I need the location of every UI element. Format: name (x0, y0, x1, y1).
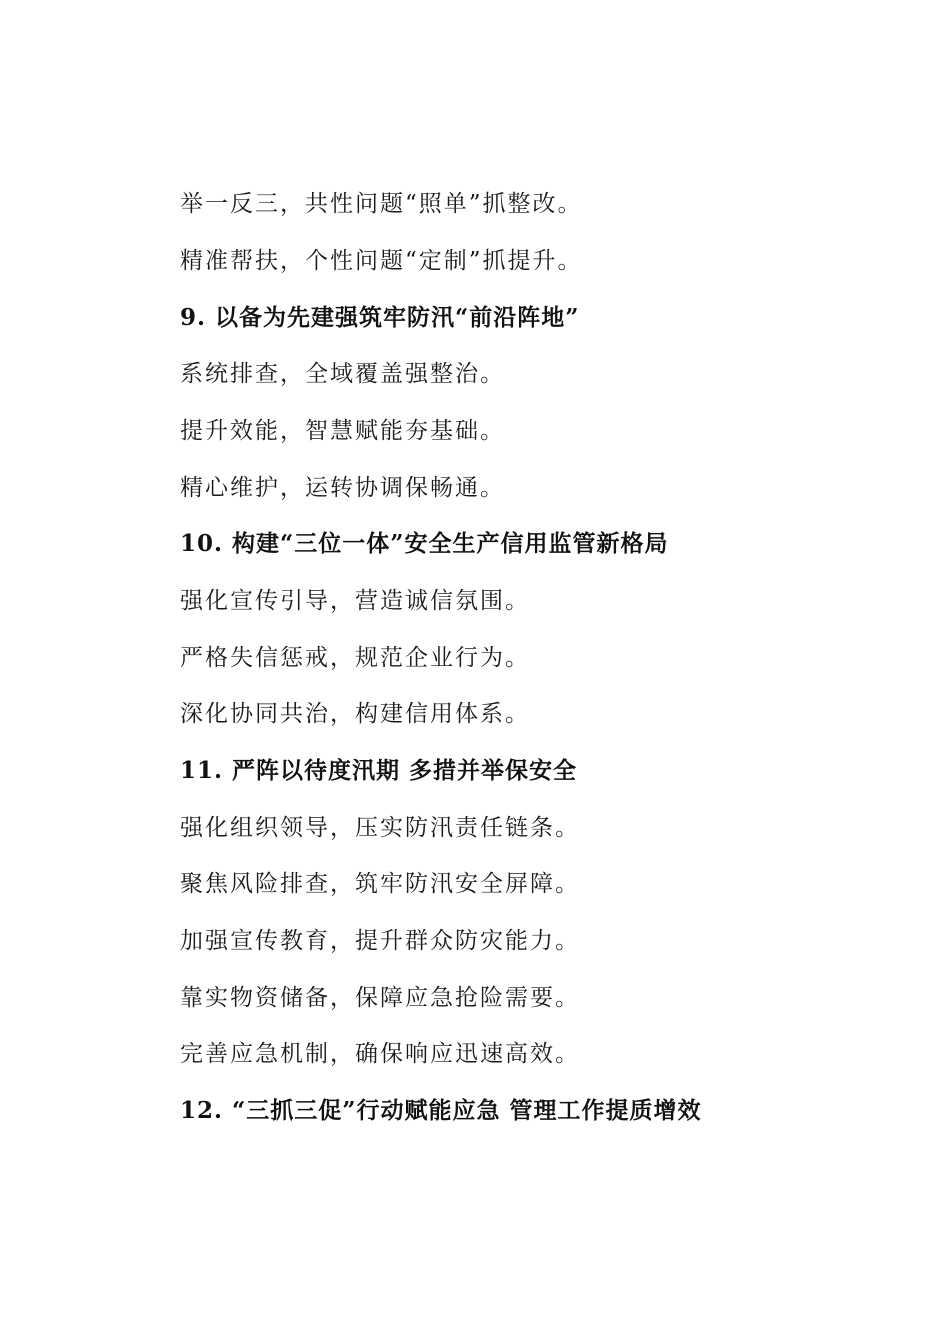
section-heading-12: 12. “三抓三促”行动赋能应急 管理工作提质增效 (180, 1097, 702, 1124)
text-line: 精准帮扶，个性问题“定制”抓提升。 (180, 248, 583, 274)
text-line: 强化组织领导，压实防汛责任链条。 (180, 815, 580, 841)
section-heading-9: 9. 以备为先建强筑牢防汛“前沿阵地” (180, 304, 580, 331)
text-line: 举一反三，共性问题“照单”抓整改。 (180, 191, 583, 217)
text-line: 系统排查，全域覆盖强整治。 (180, 361, 505, 387)
section-heading-11: 11. 严阵以待度汛期 多措并举保安全 (180, 757, 578, 784)
text-line: 严格失信惩戒，规范企业行为。 (180, 645, 530, 671)
text-line: 聚焦风险排查，筑牢防汛安全屏障。 (180, 871, 580, 897)
text-line: 深化协同共治，构建信用体系。 (180, 701, 530, 727)
text-line: 靠实物资储备，保障应急抢险需要。 (180, 985, 580, 1011)
text-line: 精心维护，运转协调保畅通。 (180, 475, 505, 501)
text-line: 提升效能，智慧赋能夯基础。 (180, 418, 505, 444)
section-heading-10: 10. 构建“三位一体”安全生产信用监管新格局 (180, 530, 669, 557)
text-line: 完善应急机制，确保响应迅速高效。 (180, 1041, 580, 1067)
text-line: 强化宣传引导，营造诚信氛围。 (180, 588, 530, 614)
text-line: 加强宣传教育，提升群众防灾能力。 (180, 928, 580, 954)
